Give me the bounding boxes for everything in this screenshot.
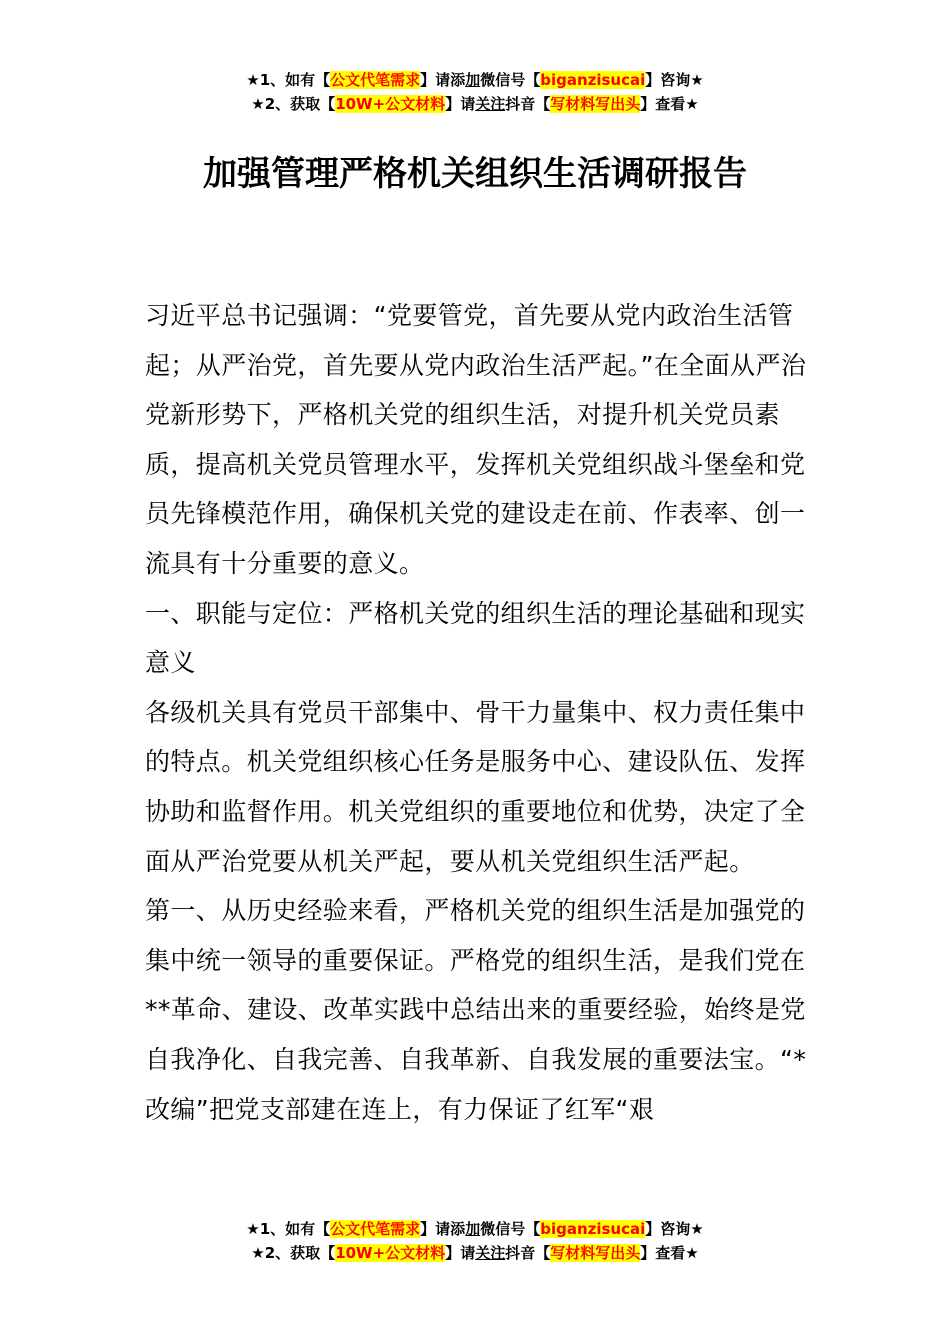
body-paragraph: 各级机关具有党员干部集中、骨干力量集中、权力责任集中的特点。机关党组织核心任务是服务中心、建设队伍、发挥协助和监督作用。机关党组织的重要地位和优势，决定了全面从严治党要从机关严起，要从机关党组织生活严起。 bbox=[145, 697, 806, 876]
promo-line-1-prefix: ★1、如有【 bbox=[246, 1220, 331, 1238]
promo-highlight-materials: 10W+公文材料 bbox=[335, 95, 446, 113]
promo-line-2-mid2: 抖音【 bbox=[505, 1244, 551, 1262]
promo-line-2-emphasis: 关注 bbox=[475, 95, 506, 113]
promo-highlight-douyin: 写材料写出头 bbox=[550, 95, 641, 113]
promo-line-2 bbox=[0, 1241, 950, 1265]
promo-highlight-douyin: 写材料写出头 bbox=[550, 1244, 641, 1262]
top-promo-banner bbox=[0, 68, 950, 116]
promo-line-2-prefix: ★2、获取【 bbox=[251, 1244, 336, 1262]
body-paragraph: 第一、从历史经验来看，严格机关党的组织生活是加强党的集中统一领导的重要保证。严格党的组织生活，是我们党在**革命、建设、改革实践中总结出来的重要经验，始终是党自我净化、自我完善、自我革新、自我发展的重要法宝。“*改编”把党支部建在连上，有力保证了红军“艰 bbox=[145, 896, 807, 1124]
promo-highlight-materials: 10W+公文材料 bbox=[335, 1244, 446, 1262]
promo-highlight-wechat-id: biganzisucai bbox=[540, 71, 646, 89]
promo-line-1-mid2: 微信号【 bbox=[480, 1220, 541, 1238]
promo-line-1-mid: 】请添 bbox=[420, 1220, 466, 1238]
promo-highlight-wechat-id: biganzisucai bbox=[540, 1220, 646, 1238]
promo-line-1-mid2: 微信号【 bbox=[480, 71, 541, 89]
body-paragraph-intro: 习近平总书记强调：“党要管党，首先要从党内政治生活管起；从严治党，首先要从党内政治生活严起。”在全面从严治党新形势下，严格机关党的组织生活，对提升机关党员素质，提高机关党员管理水平，发挥机关党组织战斗堡垒和党员先锋模范作用，确保机关党的建设走在前、作表率、创一流具有十分重要的意义。 bbox=[145, 301, 807, 578]
promo-highlight-service: 公文代笔需求 bbox=[330, 71, 421, 89]
promo-line-2-mid2: 抖音【 bbox=[505, 95, 551, 113]
promo-line-1-suffix: 】咨询★ bbox=[645, 1220, 704, 1238]
promo-line-1 bbox=[0, 1217, 950, 1241]
promo-line-2-mid: 】请 bbox=[445, 1244, 476, 1262]
promo-line-1-emphasis: 加 bbox=[465, 1220, 481, 1238]
promo-line-1-prefix: ★1、如有【 bbox=[246, 71, 331, 89]
document-body bbox=[145, 291, 810, 1134]
promo-line-1-emphasis: 加 bbox=[465, 71, 481, 89]
promo-highlight-service: 公文代笔需求 bbox=[330, 1220, 421, 1238]
promo-line-1-suffix: 】咨询★ bbox=[645, 71, 704, 89]
promo-line-2-mid: 】请 bbox=[445, 95, 476, 113]
section-heading-1: 一、职能与定位：严格机关党的组织生活的理论基础和现实意义 bbox=[145, 598, 806, 678]
bottom-promo-banner bbox=[0, 1217, 950, 1265]
promo-line-1 bbox=[0, 68, 950, 92]
promo-line-2-suffix: 】查看★ bbox=[640, 1244, 699, 1262]
promo-line-1-mid: 】请添 bbox=[420, 71, 466, 89]
promo-line-2 bbox=[0, 92, 950, 116]
promo-line-2-emphasis: 关注 bbox=[475, 1244, 506, 1262]
document-title: 加强管理严格机关组织生活调研报告 bbox=[203, 154, 747, 194]
promo-line-2-prefix: ★2、获取【 bbox=[251, 95, 336, 113]
promo-line-2-suffix: 】查看★ bbox=[640, 95, 699, 113]
